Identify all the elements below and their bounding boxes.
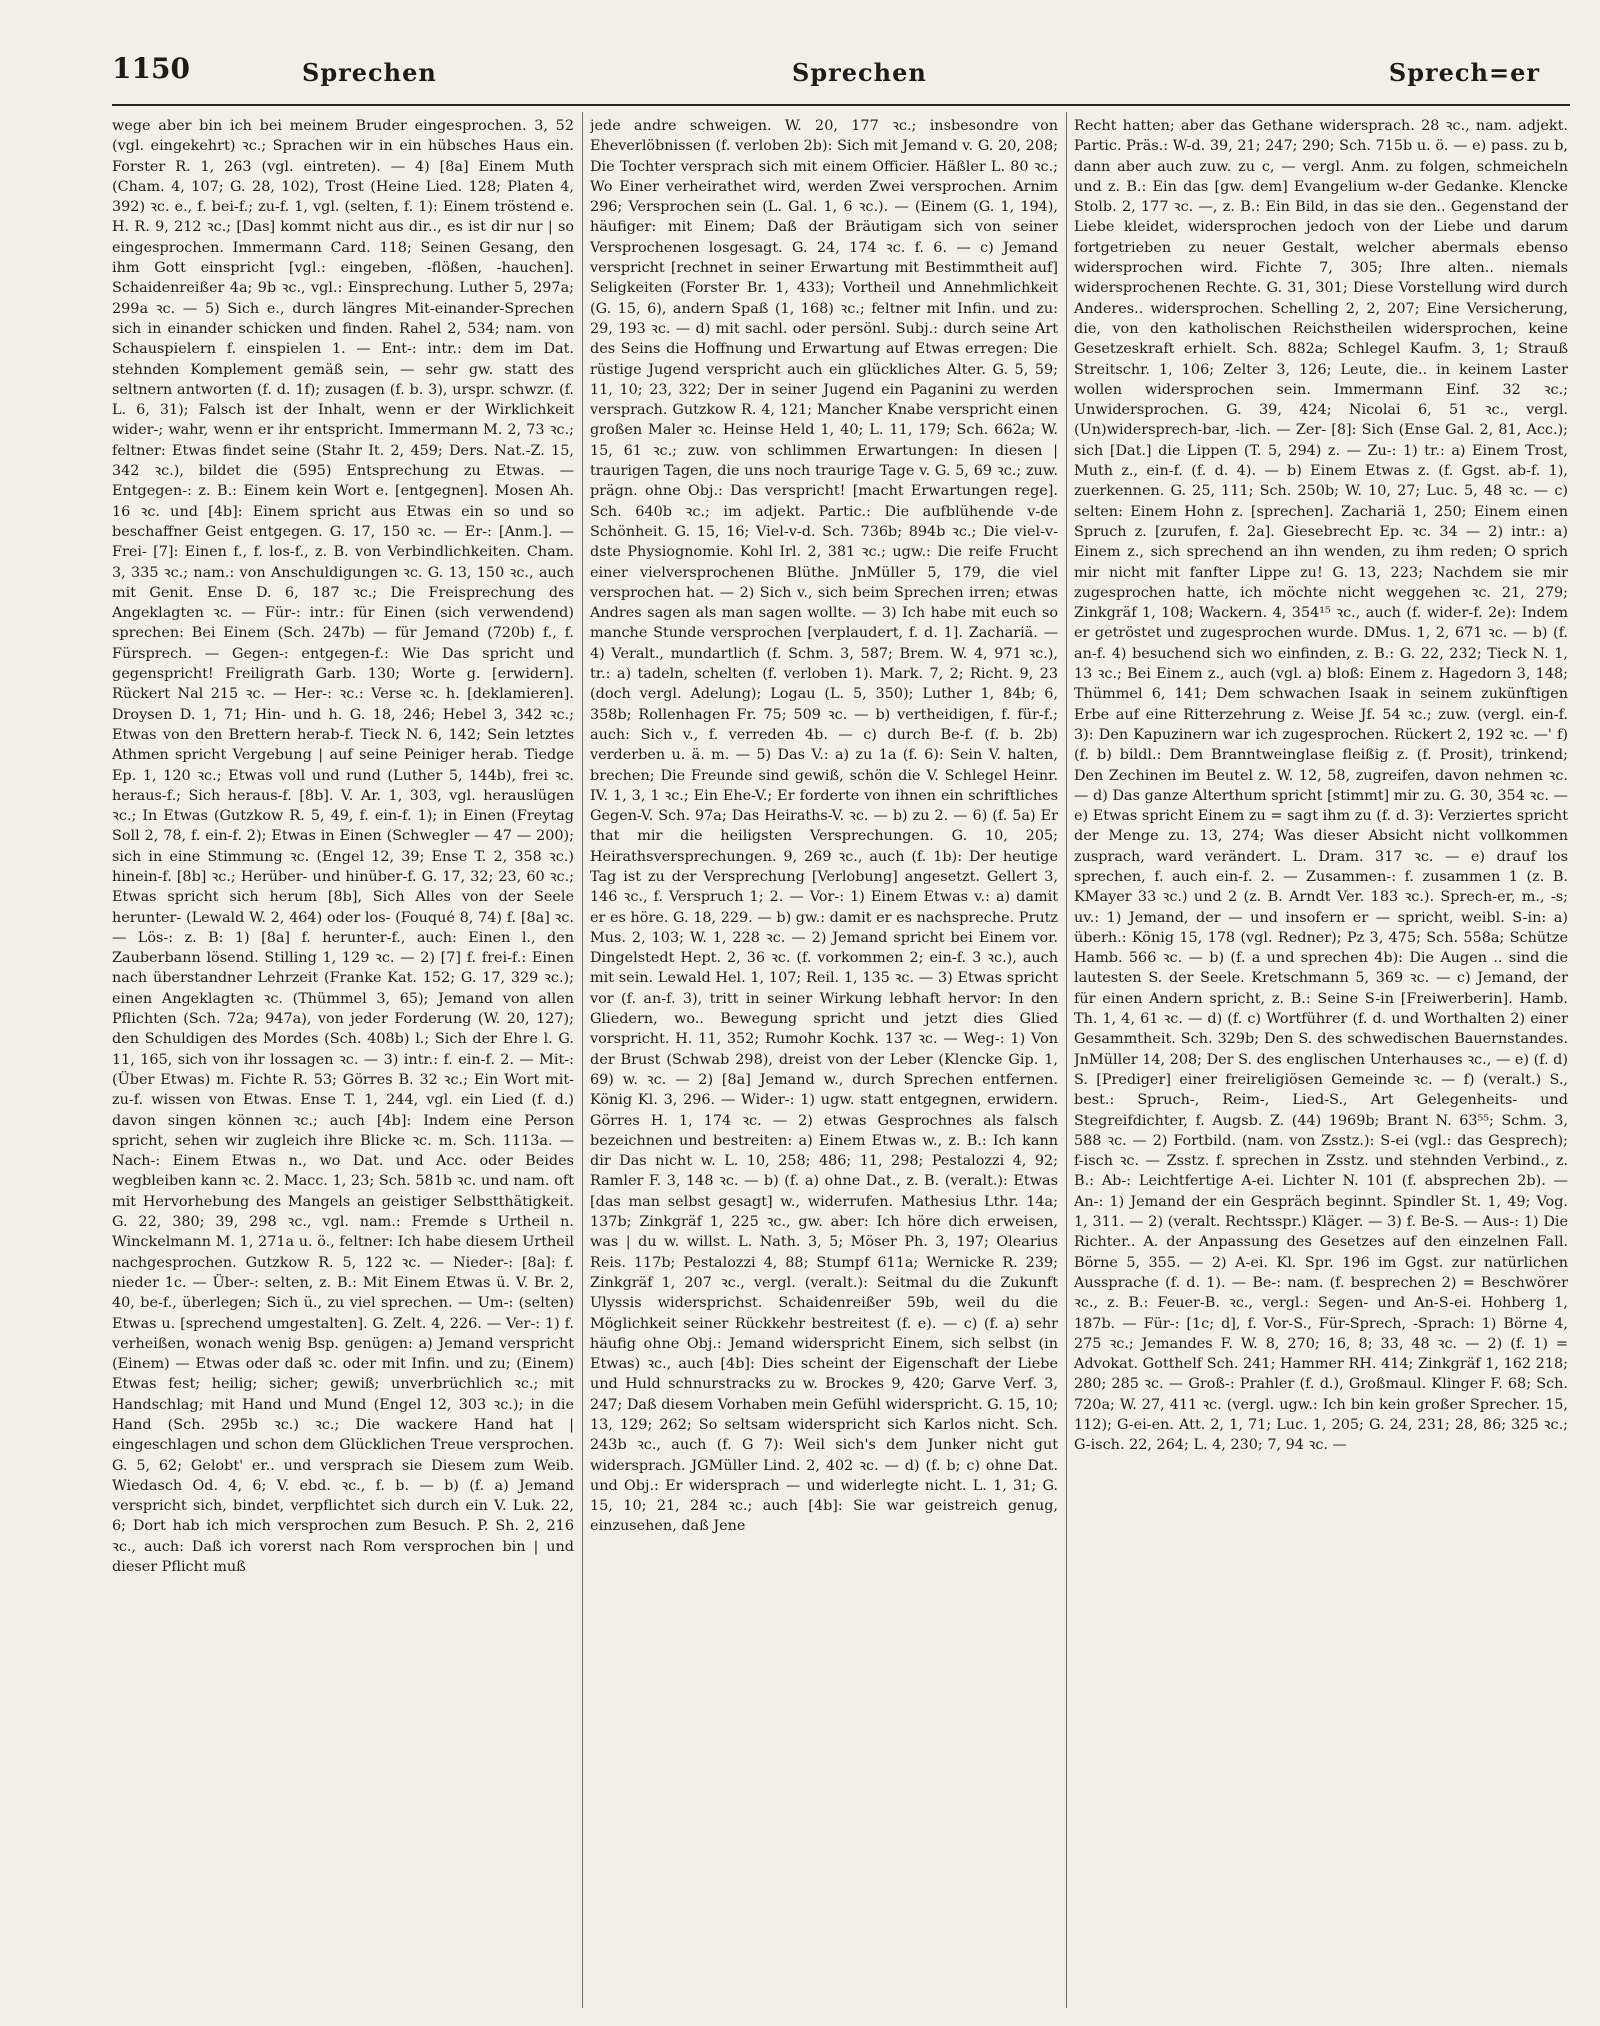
column-divider-2 — [1066, 112, 1067, 2008]
column-divider-1 — [582, 112, 583, 2008]
running-head-left: Sprechen — [302, 58, 437, 87]
text-column-2 — [590, 116, 1058, 2010]
page-header — [112, 52, 1570, 92]
text-column-1 — [112, 116, 574, 2010]
page-number: 1150 — [112, 52, 190, 85]
column-1-text: wege aber bin ich bei meinem Bruder eingesprochen. 3, 52 (vgl. eingekehrt) ꝛc.; Sprachen wir in ein hübsches Haus ein. Forster R. 1, 263 (vgl. eintreten). — 4) [8a] Einem Muth (Cham. 4, 107; G. 28, 102), Trost (Heine Lied. 128; Platen 4, 392) ꝛc. e., f. bei-f.; zu-f. 1, vgl. (selten, f. 1): Einem tröstend e. H. R. 9, 212 ꝛc.; [Das] kommt nicht aus dir.., es ist dir nur | so eingesprochen. Immermann Card. 118; Seinen Gesang, den ihm Gott einspricht [vgl.: eingeben, -flößen, -hauchen]. Schaidenreißer 4a; 9b ꝛc., vgl.: Einsprechung. Luther 5, 297a; 299a ꝛc. — 5) Sich e., durch längres Mit-einander-Sprechen sich in einander schicken und finden. Rahel 2, 534; nam. von Schauspielern f. einspielen 1. — Ent-: intr.: dem im Dat. stehnden Komplement gemäß sein, — sehr gw. statt des seltnern antworten (f. d. 1f); zusagen (f. b. 3), urspr. schwzr. (f. L. 6, 31); Falsch ist der Inhalt, wenn er der Wirklichkeit wider-; wahr, wenn er ihr entspricht. Immermann M. 2, 73 ꝛc.; feltner: Etwas findet seine (Stahr It. 2, 459; Ders. Nat.-Z. 15, 342 ꝛc.), bildet die (595) Entsprechung zu Etwas. — Entgegen-: z. B.: Einem kein Wort e. [entgegnen]. Mosen Ah. 16 ꝛc. und [4b]: Einem spricht aus Etwas ein so und so beschaffner Geist entgegen. G. 17, 150 ꝛc. — Er-: [Anm.]. — Frei- [7]: Einen f., f. los-f., z. B. von Verbindlichkeiten. Cham. 3, 335 ꝛc.; nam.: von Anschuldigungen ꝛc. G. 13, 150 ꝛc., auch mit Genit. Ense D. 6, 187 ꝛc.; Die Freisprechung des Angeklagten ꝛc. — Für-: intr.: für Einen (sich verwendend) sprechen: Bei Einem (Sch. 247b) — für Jemand (720b) f., f. Fürsprech. — Gegen-: entgegen-f.: Wie Das spricht und gegenspricht! Freiligrath Garb. 130; Worte g. [erwidern]. Rückert Nal 215 ꝛc. — Her-: ꝛc.: Verse ꝛc. h. [deklamieren]. Droysen D. 1, 71; Hin- und h. G. 18, 246; Hebel 3, 342 ꝛc.; Etwas von den Brettern herab-f. Tieck N. 6, 142; Sein letztes Athmen spricht Vergebung | auf seine Peiniger herab. Tiedge Ep. 1, 120 ꝛc.; Etwas voll und rund (Luther 5, 144b), frei ꝛc. heraus-f.; Sich heraus-f. [8b]. V. Ar. 1, 303, vgl. herauslügen ꝛc.; In Etwas (Gutzkow R. 5, 49, f. ein-f. 1); in Einen (Freytag Soll 2, 78, f. ein-f. 2); Etwas in Einen (Schwegler — 47 — 200); sich in eine Stimmung ꝛc. (Engel 12, 39; Ense T. 2, 358 ꝛc.) hinein-f. [8b] ꝛc.; Herüber- und hinüber-f. G. 17, 32; 23, 60 ꝛc.; Etwas spricht sich herum [8b], Sich Alles von der Seele herunter- (Lewald W. 2, 464) oder los- (Fouqué 8, 74) f. [8a] ꝛc. — Lös-: z. B: 1) [8a] f. herunter-f., auch: Einen l., den Zauberbann lösend. Stilling 1, 129 ꝛc. — 2) [7] f. frei-f.: Einen nach überstandner Lehrzeit (Franke Kat. 152; G. 17, 329 ꝛc.); einen Angeklagten ꝛc. (Thümmel 3, 65); Jemand von allen Pflichten (Sch. 72a; 947a), von jeder Forderung (W. 20, 127); den Schuldigen des Mordes (Sch. 408b) l.; Sich der Ehre l. G. 11, 165, sich von ihr lossagen ꝛc. — 3) intr.: f. ein-f. 2. — Mit-: (Über Etwas) m. Fichte R. 53; Görres B. 32 ꝛc.; Ein Wort mit-zu-f. wissen von Etwas. Ense T. 1, 244, vgl. ein Lied (f. d.) davon singen können ꝛc.; auch [4b]: Indem eine Person spricht, sehen wir zugleich ihre Blicke ꝛc. m. Sch. 1113a. — Nach-: Einem Etwas n., wo Dat. und Acc. oder Beides wegbleiben kann ꝛc. 2. Macc. 1, 23; Sch. 581b ꝛc. und nam. oft mit Hervorhebung des Mangels an geistiger Selbstthätigkeit. G. 22, 380; 39, 298 ꝛc., vgl. nam.: Fremde s Urtheil n. Winckelmann M. 1, 271a u. ö., feltner: Ich habe diesem Urtheil nachgesprochen. Gutzkow R. 5, 122 ꝛc. — Nieder-: [8a]: f. nieder 1c. — Über-: selten, z. B.: Mit Einem Etwas ü. V. Br. 2, 40, be-f., überlegen; Sich ü., zu viel sprechen. — Um-: (selten) Etwas u. [sprechend umgestalten]. G. Zelt. 4, 226. — Ver-: 1) f. verheißen, wonach wenig Bsp. genügen: a) Jemand verspricht (Einem) — Etwas oder daß ꝛc. oder mit Infin. und zu; (Einem) Etwas fest; heilig; sicher; gewiß; unverbrüchlich ꝛc.; mit Handschlag; mit Hand und Mund (Engel 12, 303 ꝛc.); in die Hand (Sch. 295b ꝛc.) ꝛc.; Die wackere Hand hat | eingeschlagen und schon dem Glücklichen Treue versprochen. G. 5, 62; Gelobt' er.. und versprach sie Diesem zum Weib. Wiedasch Od. 4, 6; V. ebd. ꝛc., f. b. — b) (f. a) Jemand verspricht sich, bindet, verpflichtet sich durch ein V. Luk. 22, 6; Dort hab ich mich versprochen zum Besuch. P. Sh. 2, 216 ꝛc., auch: Daß ich vorerst nach Rom versprochen bin | und dieser Pflicht muß — [112, 118, 574, 1576]
running-head-center: Sprechen — [792, 58, 927, 87]
running-head-right: Sprech=er — [1388, 58, 1540, 87]
text-column-3 — [1074, 116, 1568, 2010]
header-rule — [112, 104, 1570, 106]
column-3-text: Recht hatten; aber das Gethane widersprach. 28 ꝛc., nam. adjekt. Partic. Präs.: W-d. 39, 21; 247; 290; Sch. 715b u. ö. — e) pass. zu b, dann aber auch zuw. zu c, — vergl. Anm. zu folgen, schmeicheln und z. B.: Ein das [gw. dem] Evangelium w-der Gedanke. Klencke Stolb. 2, 177 ꝛc. —, z. B.: Ein Bild, in das sie den.. Gegenstand der Liebe kleidet, widersprochen jedoch von der Liebe und darum fortgetrieben zu neuer Gestalt, welcher abermals ebenso widersprochen wird. Fichte 7, 305; Ihre alten.. niemals widersprochenen Rechte. G. 31, 301; Diese Vorstellung wird durch Anderes.. widersprochen. Schelling 2, 2, 207; Eine Versicherung, die, von den katholischen Reichstheilen widersprochen, keine Gesetzeskraft erhielt. Sch. 882a; Schlegel Kaufm. 3, 1; Strauß Streitschr. 1, 106; Zelter 3, 126; Leute, die.. in keinem Laster wollen widersprochen sein. Immermann Einf. 32 ꝛc.; Unwidersprochen. G. 39, 424; Nicolai 6, 51 ꝛc., vergl. (Un)widersprech-bar, -lich. — Zer- [8]: Sich (Ense Gal. 2, 81, Acc.); sich [Dat.] die Lippen (T. 5, 294) z. — Zu-: 1) tr.: a) Einem Trost, Muth z., ein-f. (f. d. 4). — b) Einem Etwas z. (f. Ggst. ab-f. 1), zuerkennen. G. 25, 111; Sch. 250b; W. 10, 27; Luc. 5, 48 ꝛc. — c) selten: Einem Hohn z. [sprechen]. Zachariä 1, 250; Einem einen Spruch z. [zurufen, f. 2a]. Giesebrecht Ep. ꝛc. 34 — 2) intr.: a) Einem z., sich sprechend an ihn wenden, zu ihm reden; O sprich mir nicht mit fanfter Lippe zu! G. 13, 223; Nachdem sie mir zugesprochen hatte, ich möchte nicht weggehen ꝛc. 21, 279; Zinkgräf 1, 108; Wackern. 4, 354¹⁵ ꝛc., auch (f. wider-f. 2e): Indem er getröstet und zugesprochen wurde. DMus. 1, 2, 671 ꝛc. — b) (f. an-f. 4) besuchend sich wo einfinden, z. B.: G. 22, 232; Tieck N. 1, 13 ꝛc.; Bei Einem z., auch (vgl. a) bloß: Einem z. Hagedorn 3, 148; Thümmel 6, 141; Dem schwachen Isaak in seinem zukünftigen Erbe auf eine Ritterzehrung z. Weise Jf. 54 ꝛc.; zuw. (vergl. ein-f. 3): Den Kapuzinern war ich zugesprochen. Rückert 2, 192 ꝛc. —' f) (f. b) bildl.: Dem Branntweinglase fleißig z. (f. Prosit), trinkend; Den Zechinen im Beutel z. W. 12, 58, zugreifen, davon nehmen ꝛc. — d) Das ganze Alterthum spricht [stimmt] mir zu. G. 30, 354 ꝛc. — e) Etwas spricht Einem zu = sagt ihm zu (f. d. 3): Verziertes spricht der Menge zu. 13, 274; Was dieser Absicht nicht vollkommen zusprach, ward verändert. L. Dram. 317 ꝛc. — e) drauf los sprechen, f. auch ein-f. 2. — Zusammen-: f. zusammen 1 (z. B. KMayer 33 ꝛc.) und 2 (z. B. Arndt Ver. 183 ꝛc.). Sprech-er, m., -s; uv.: 1) Jemand, der — und insofern er — spricht, weibl. S-in: a) überh.: König 15, 178 (vgl. Redner); Pz 3, 475; Sch. 558a; Schütze Hamb. 566 ꝛc. — b) (f. a und sprechen 4b): Die Augen .. sind die lautesten S. der Seele. Kretschmann 5, 369 ꝛc. — c) Jemand, der für einen Andern spricht, z. B.: Seine S-in [Freiwerberin]. Hamb. Th. 1, 4, 61 ꝛc. — d) (f. c) Wortführer (f. d. und Worthalten 2) einer Gesammtheit. Sch. 329b; Den S. des schwedischen Bauernstandes. JnMüller 14, 208; Der S. des englischen Unterhauses ꝛc., — e) (f. d) S. [Prediger] einer freireligiösen Gemeinde ꝛc. — f) (veralt.) S., best.: Spruch-, Reim-, Lied-S., Art Gelegenheits- und Stegreifdichter, f. Augsb. Z. (44) 1969b; Brant N. 63⁵⁵; Schm. 3, 588 ꝛc. — 2) Fortbild. (nam. von Zsstz.): S-ei (vgl.: das Gesprech); f-isch ꝛc. — Zsstz. f. sprechen in Zsstz. und stehnden Verbind., z. B.: Ab-: Leichtfertige A-ei. Lichter N. 101 (f. absprechen 2b). — An-: 1) Jemand der ein Gespräch beginnt. Spindler St. 1, 49; Vog. 1, 311. — 2) (veralt. Rechtsspr.) Kläger. — 3) f. Be-S. — Aus-: 1) Die Richter.. A. der Anpassung des Gesetzes auf den einzelnen Fall. Börne 5, 355. — 2) A-ei. Kl. Spr. 196 im Ggst. zur natürlichen Aussprache (f. d. 1). — Be-: nam. (f. besprechen 2) = Beschwörer ꝛc., z. B.: Feuer-B. ꝛc., vergl.: Segen- und An-S-ei. Hohberg 1, 187b. — Für-: [1c; d], f. Vor-S., Für-Sprech, -Sprach: 1) Börne 4, 275 ꝛc.; Jemandes F. W. 8, 270; 16, 8; 33, 48 ꝛc. — 2) (f. 1) = Advokat. Gotthelf Sch. 241; Hammer RH. 414; Zinkgräf 1, 162 218; 280; 285 ꝛc. — Groß-: Prahler (f. d.), Großmaul. Klinger F. 68; Sch. 720a; W. 27, 411 ꝛc. (vergl. ugw.: Ich bin kein großer Sprecher. 15, 112); G-ei-en. Att. 2, 1, 71; Luc. 1, 205; G. 24, 231; 28, 86; 325 ꝛc.; G-isch. 22, 264; L. 4, 230; 7, 94 ꝛc. — — [1074, 118, 1568, 1454]
column-2-text: jede andre schweigen. W. 20, 177 ꝛc.; insbesondre von Eheverlöbnissen (f. verloben 2b): Sich mit Jemand v. G. 20, 208; Die Tochter versprach sich mit einem Officier. Häßler L. 80 ꝛc.; Wo Einer verheirathet wird, werden Zwei versprochen. Arnim 296; Versprochen sein (L. Gal. 1, 6 ꝛc.). — (Einem (G. 1, 194), häufiger: mit Einem; Daß der Bräutigam sich von seiner Versprochenen losgesagt. G. 24, 174 ꝛc. f. 6. — c) Jemand verspricht [rechnet in seiner Erwartung mit Bestimmtheit auf] Seligkeiten (Forster Br. 1, 433); Vortheil und Annehmlichkeit (G. 15, 6), andern Spaß (1, 168) ꝛc.; feltner mit Infin. und zu: 29, 193 ꝛc. — d) mit sachl. oder persönl. Subj.: durch seine Art des Seins die Hoffnung und Erwartung auf Etwas erregen: Die rüstige Jugend verspricht auch ein glückliches Alter. G. 5, 59; 11, 10; 23, 322; Der in seiner Jugend ein Paganini zu werden versprach. Gutzkow R. 4, 121; Mancher Knabe verspricht einen großen Maler ꝛc. Heinse Held 1, 40; L. 11, 179; Sch. 662a; W. 15, 61 ꝛc.; zuw. von schlimmen Erwartungen: In diesen | traurigen Tagen, die uns noch traurige Tage v. G. 5, 69 ꝛc.; zuw. prägn. ohne Obj.: Das verspricht! [macht Erwartungen rege]. Sch. 640b ꝛc.; im adjekt. Partic.: Die aufblühende v-de Schönheit. G. 15, 16; Viel-v-d. Sch. 736b; 894b ꝛc.; Die viel-v-dste Physiognomie. Kohl Irl. 2, 381 ꝛc.; ugw.: Die reife Frucht einer vielversprochenen Blüthe. JnMüller 5, 179, die viel versprochen hat. — 2) Sich v., sich beim Sprechen irren; etwas Andres sagen als man sagen wollte. — 3) Ich habe mit euch so manche Stunde versprochen [verplaudert, f. d. 1]. Zachariä. — 4) Veralt., mundartlich (f. Schm. 3, 587; Brem. W. 4, 971 ꝛc.), tr.: a) tadeln, schelten (f. verloben 1). Mark. 7, 2; Richt. 9, 23 (doch vergl. Adelung); Logau (L. 5, 350); Luther 1, 84b; 6, 358b; Rollenhagen Fr. 75; 509 ꝛc. — b) vertheidigen, f. für-f.; auch: Sich v., f. verreden 4b. — c) durch Be-f. (f. b. 2b) verderben u. ä. m. — 5) Das V.: a) zu 1a (f. 6): Sein V. halten, brechen; Die Freunde sind gewiß, schön die V. Schlegel Heinr. IV. 1, 3, 1 ꝛc.; Ein Ehe-V.; Er forderte von ihnen ein schriftliches Gegen-V. Sch. 97a; Das Heiraths-V. ꝛc. — b) zu 2. — 6) (f. 5a) Er that mir die heiligsten Versprechungen. G. 10, 205; Heirathsversprechungen. 9, 269 ꝛc., auch (f. 1b): Der heutige Tag ist zu der Versprechung [Verlobung] angesetzt. Gellert 3, 146 ꝛc., f. Verspruch 1; 2. — Vor-: 1) Einem Etwas v.: a) damit er es höre. G. 18, 229. — b) gw.: damit er es nachspreche. Prutz Mus. 2, 103; W. 1, 228 ꝛc. — 2) Jemand spricht bei Einem vor. Dingelstedt Hept. 2, 36 ꝛc. (f. vorkommen 2; ein-f. 3 ꝛc.), auch mit sein. Lewald Hel. 1, 107; Reil. 1, 135 ꝛc. — 3) Etwas spricht vor (f. an-f. 3), tritt in seiner Wirkung lebhaft hervor: In den Gliedern, wo.. Bewegung spricht und jetzt dies Glied vorspricht. H. 11, 352; Rumohr Kochk. 137 ꝛc. — Weg-: 1) Von der Brust (Schwab 298), dreist von der Leber (Klencke Gip. 1, 69) w. ꝛc. — 2) [8a] Jemand w., durch Sprechen entfernen. König Kl. 3, 296. — Wider-: 1) ugw. statt entgegnen, erwidern. Görres H. 1, 174 ꝛc. — 2) etwas Gesprochnes als falsch bezeichnen und bestreiten: a) Einem Etwas w., z. B.: Ich kann dir Das nicht w. L. 10, 258; 486; 11, 298; Pestalozzi 4, 92; Ramler F. 3, 148 ꝛc. — b) (f. a) ohne Dat., z. B. (veralt.): Etwas [das man selbst gesagt] w., widerrufen. Mathesius Lthr. 14a; 137b; Zinkgräf 1, 225 ꝛc., gw. aber: Ich höre dich erweisen, was | du w. willst. L. Nath. 3, 5; Möser Ph. 3, 197; Olearius Reis. 117b; Pestalozzi 4, 88; Stumpf 611a; Wernicke R. 239; Zinkgräf 1, 207 ꝛc., vergl. (veralt.): Seitmal du die Zukunft Ulyssis widersprichst. Schaidenreißer 59b, weil du die Möglichkeit seiner Rückkehr bestreitest (f. e). — c) (f. a) sehr häufig ohne Obj.: Jemand widerspricht Einem, sich selbst (in Etwas) ꝛc., auch [4b]: Dies scheint der Eigenschaft der Liebe und Huld schnurstracks zu w. Brockes 9, 420; Garve Verf. 3, 247; Daß diesem Vorhaben mein Gefühl widerspricht. G. 15, 10; 13, 129; 262; So seltsam widerspricht sich Karlos nicht. Sch. 243b ꝛc., auch (f. G 7): Weil sich's dem Junker nicht gut widersprach. JGMüller Lind. 2, 402 ꝛc. — d) (f. b; c) ohne Dat. und Obj.: Er widersprach — und widerlegte nicht. L. 1, 31; G. 15, 10; 21, 284 ꝛc.; auch [4b]: Sie war geistreich genug, einzusehen, daß Jene — [590, 118, 1058, 1535]
